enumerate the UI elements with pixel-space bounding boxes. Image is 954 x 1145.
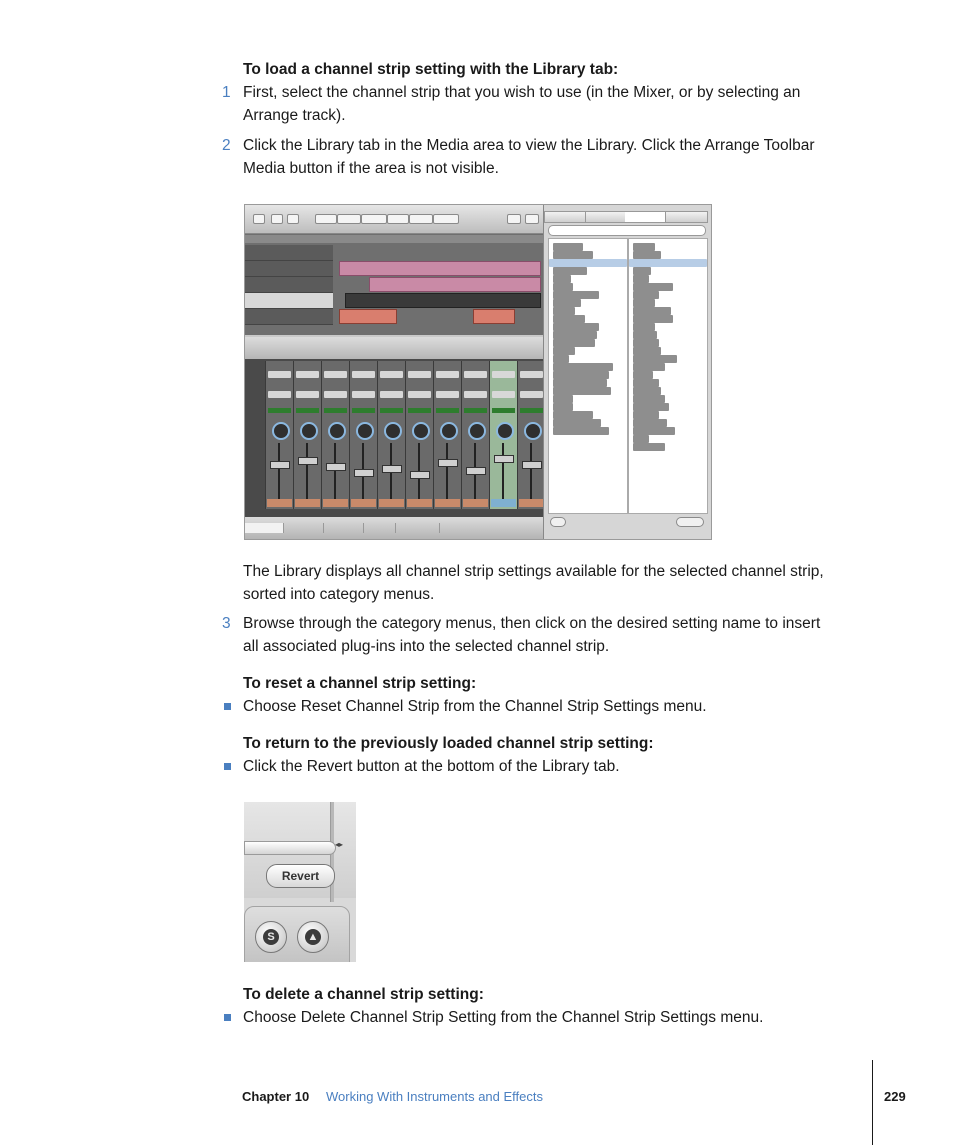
- slot: [380, 371, 403, 378]
- revert-button[interactable]: Revert: [266, 864, 335, 888]
- list-item: [553, 379, 607, 387]
- list-item: [553, 307, 575, 315]
- media-tabs: [544, 211, 708, 223]
- solo-icon: S: [263, 929, 279, 945]
- fader-cap: [326, 463, 346, 471]
- fader-track: [446, 443, 448, 501]
- arrange-toolbar: [245, 205, 543, 234]
- slot: [408, 391, 431, 398]
- slot: [324, 371, 347, 378]
- slot: [380, 391, 403, 398]
- list-item: [633, 267, 651, 275]
- strip-name: [295, 499, 320, 507]
- bottom-tab: [283, 523, 324, 533]
- pan-knob: [356, 422, 374, 440]
- list-item: [553, 371, 609, 379]
- channel-strip: [349, 361, 377, 509]
- bottom-tab: [323, 523, 364, 533]
- bullet-text: Choose Delete Channel Strip Setting from the Channel Strip Settings menu.: [243, 1009, 764, 1026]
- eq-slot: [464, 408, 487, 413]
- list-item: [633, 283, 673, 291]
- list-item: [633, 307, 671, 315]
- list-item: [553, 323, 599, 331]
- list-item: [553, 339, 595, 347]
- list-item: [633, 419, 667, 427]
- fader-cap: [410, 471, 430, 479]
- fader-track: [278, 443, 280, 501]
- slot: [296, 371, 319, 378]
- fader-cap: [494, 455, 514, 463]
- bullet-text: Choose Reset Channel Strip from the Channel Strip Settings menu.: [243, 698, 707, 715]
- step-line: Media button if the area is not visible.: [243, 160, 499, 177]
- toolbar-button: [253, 214, 265, 224]
- eq-slot: [296, 408, 319, 413]
- channel-strip: [461, 361, 489, 509]
- toolbar-menu: [361, 214, 387, 224]
- slot: [520, 371, 543, 378]
- region: [339, 309, 397, 324]
- region: [473, 309, 515, 324]
- arrange-area: [245, 205, 543, 335]
- pan-knob: [272, 422, 290, 440]
- paragraph-line: sorted into category menus.: [243, 586, 435, 603]
- step-line: Arrange track).: [243, 107, 346, 124]
- list-item: [633, 371, 653, 379]
- list-item: [553, 355, 569, 363]
- slot: [436, 391, 459, 398]
- list-item: [553, 347, 575, 355]
- toolbar-menu: [433, 214, 459, 224]
- pan-knob: [384, 422, 402, 440]
- list-item: [633, 427, 675, 435]
- tuner-fork-icon: ▲: [305, 929, 321, 945]
- eq-slot: [492, 408, 515, 413]
- button-bar: [244, 906, 350, 962]
- step-number: 3: [222, 615, 231, 632]
- slot: [352, 371, 375, 378]
- fader-cap: [298, 457, 318, 465]
- list-item: [633, 443, 665, 451]
- step-line: all associated plug-ins into the selected channel strip.: [243, 638, 610, 655]
- revert-button-small: [676, 517, 704, 527]
- list-item: [553, 299, 581, 307]
- media-tab: [665, 212, 708, 222]
- list-item: [633, 291, 659, 299]
- track-row: [245, 261, 333, 277]
- list-item: [553, 267, 587, 275]
- bullet-marker: [224, 703, 231, 710]
- list-item: [553, 411, 593, 419]
- toolbar-button: [525, 214, 539, 224]
- list-item: [633, 411, 659, 419]
- slot: [464, 391, 487, 398]
- list-item: [553, 251, 593, 259]
- pan-knob: [468, 422, 486, 440]
- strip-name: [519, 499, 544, 507]
- toolbar-menu: [387, 214, 409, 224]
- library-tab: [625, 212, 666, 222]
- list-item: [633, 347, 661, 355]
- revert-button-screenshot: [244, 802, 356, 962]
- slot: [296, 391, 319, 398]
- eq-slot: [352, 408, 375, 413]
- list-item: [553, 387, 611, 395]
- pan-knob: [300, 422, 318, 440]
- logic-library-screenshot: [244, 204, 712, 540]
- list-item: [633, 331, 657, 339]
- media-tab: [585, 212, 626, 222]
- step-line: First, select the channel strip that you wish to use (in the Mixer, or by selecting an: [243, 84, 801, 101]
- fader-track: [502, 443, 504, 501]
- page-number: 229: [884, 1089, 906, 1104]
- eq-slot: [324, 408, 347, 413]
- fader-cap: [382, 465, 402, 473]
- list-item: [633, 355, 677, 363]
- slot: [408, 371, 431, 378]
- slot: [268, 391, 291, 398]
- list-item: [553, 291, 599, 299]
- channel-strip: [433, 361, 461, 509]
- slot: [352, 391, 375, 398]
- list-item: [553, 363, 613, 371]
- bottom-tab: [395, 523, 440, 533]
- list-item: [633, 395, 665, 403]
- list-item: [633, 387, 661, 395]
- toolbar-button: [287, 214, 299, 224]
- channel-strip: [517, 361, 545, 509]
- tuner-button[interactable]: [297, 921, 329, 953]
- eq-slot: [380, 408, 403, 413]
- list-item: [553, 395, 573, 403]
- list-item: [633, 339, 659, 347]
- list-item: [633, 275, 649, 283]
- step-text: [243, 81, 863, 127]
- fader-track: [334, 443, 336, 501]
- fader-track: [306, 443, 308, 501]
- track-row: [245, 309, 333, 325]
- list-item: [553, 283, 573, 291]
- fader-cap: [466, 467, 486, 475]
- scroll-arrows-icon: ◂▸: [335, 840, 344, 849]
- list-item: [553, 419, 601, 427]
- toolbar-menu: [337, 214, 361, 224]
- bottom-tab-bar: [245, 517, 543, 539]
- gear-menu-button: [550, 517, 566, 527]
- mixer-toolbar: [245, 337, 543, 359]
- bar-ruler: [245, 235, 543, 243]
- list-item: [553, 331, 597, 339]
- settings-column: [628, 238, 708, 514]
- list-item: [633, 379, 659, 387]
- toolbar-menu: [315, 214, 337, 224]
- channel-strip: [377, 361, 405, 509]
- strip-name: [491, 499, 516, 507]
- channel-strip: [293, 361, 321, 509]
- bullet-marker: [224, 763, 231, 770]
- mixer-area: [245, 337, 543, 517]
- list-item: [633, 251, 661, 259]
- media-tab: [545, 212, 586, 222]
- section-heading-revert: To return to the previously loaded channel strip setting:: [243, 735, 654, 752]
- region: [339, 261, 541, 276]
- track-row: [245, 245, 333, 261]
- bullet-text: Click the Revert button at the bottom of the Library tab.: [243, 758, 620, 775]
- strip-name: [323, 499, 348, 507]
- eq-slot: [436, 408, 459, 413]
- footer-chapter: Chapter 10: [242, 1089, 310, 1104]
- channel-strip-selected: [489, 361, 517, 509]
- strip-name: [435, 499, 460, 507]
- channel-strip: [321, 361, 349, 509]
- list-item: [633, 363, 665, 371]
- slot: [464, 371, 487, 378]
- slot: [492, 391, 515, 398]
- eq-slot: [520, 408, 543, 413]
- pan-knob: [440, 422, 458, 440]
- track-row: [245, 293, 333, 309]
- strip-name: [267, 499, 292, 507]
- slot: [492, 371, 515, 378]
- library-search-field: [548, 225, 706, 236]
- pan-knob: [328, 422, 346, 440]
- strip-name: [407, 499, 432, 507]
- fader-cap: [522, 461, 542, 469]
- list-item-selected: [549, 259, 627, 267]
- list-item: [553, 243, 583, 251]
- toolbar-button: [507, 214, 521, 224]
- library-description: [243, 560, 863, 606]
- list-item: [553, 275, 571, 283]
- region: [345, 293, 541, 308]
- bottom-tab: [363, 523, 396, 533]
- eq-slot: [268, 408, 291, 413]
- list-item: [633, 323, 655, 331]
- list-item: [633, 243, 655, 251]
- step-line: Click the Library tab in the Media area to view the Library. Click the Arrange Toolbar: [243, 137, 815, 154]
- solo-button[interactable]: [255, 921, 287, 953]
- track-row: [245, 277, 333, 293]
- list-item: [633, 299, 655, 307]
- step-number: 1: [222, 84, 231, 101]
- bullet-marker: [224, 1014, 231, 1021]
- scrollbar: [244, 841, 336, 855]
- slot: [268, 371, 291, 378]
- list-item: [633, 435, 649, 443]
- paragraph-line: The Library displays all channel strip settings available for the selected channel strip,: [243, 563, 824, 580]
- footer-divider: [872, 1060, 873, 1145]
- step-line: Browse through the category menus, then click on the desired setting name to insert: [243, 615, 821, 632]
- step-number: 2: [222, 137, 231, 154]
- toolbar-button: [271, 214, 283, 224]
- channel-strip: [265, 361, 293, 509]
- fader-cap: [438, 459, 458, 467]
- pan-knob: [412, 422, 430, 440]
- list-item: [553, 427, 609, 435]
- pan-knob: [496, 422, 514, 440]
- strip-name: [379, 499, 404, 507]
- section-heading-delete: To delete a channel strip setting:: [243, 986, 484, 1003]
- bottom-tab: [245, 523, 284, 533]
- strip-name: [463, 499, 488, 507]
- channel-strip: [405, 361, 433, 509]
- region: [369, 277, 541, 292]
- fader-cap: [354, 469, 374, 477]
- toolbar-menu: [409, 214, 433, 224]
- slot: [520, 391, 543, 398]
- list-item-selected: [629, 259, 707, 267]
- list-item: [553, 403, 573, 411]
- strip-name: [351, 499, 376, 507]
- list-item: [553, 315, 585, 323]
- fader-cap: [270, 461, 290, 469]
- list-item: [633, 403, 669, 411]
- section-heading-reset: To reset a channel strip setting:: [243, 675, 477, 692]
- library-panel: [543, 205, 712, 539]
- slot: [324, 391, 347, 398]
- step-text: [243, 612, 863, 658]
- slot: [436, 371, 459, 378]
- eq-slot: [408, 408, 431, 413]
- category-column: [548, 238, 628, 514]
- footer-chapter-title: Working With Instruments and Effects: [326, 1089, 543, 1104]
- fader-track: [530, 443, 532, 501]
- section-heading-load: To load a channel strip setting with the Library tab:: [243, 61, 619, 78]
- list-item: [633, 315, 673, 323]
- step-text: [243, 134, 863, 180]
- pan-knob: [524, 422, 542, 440]
